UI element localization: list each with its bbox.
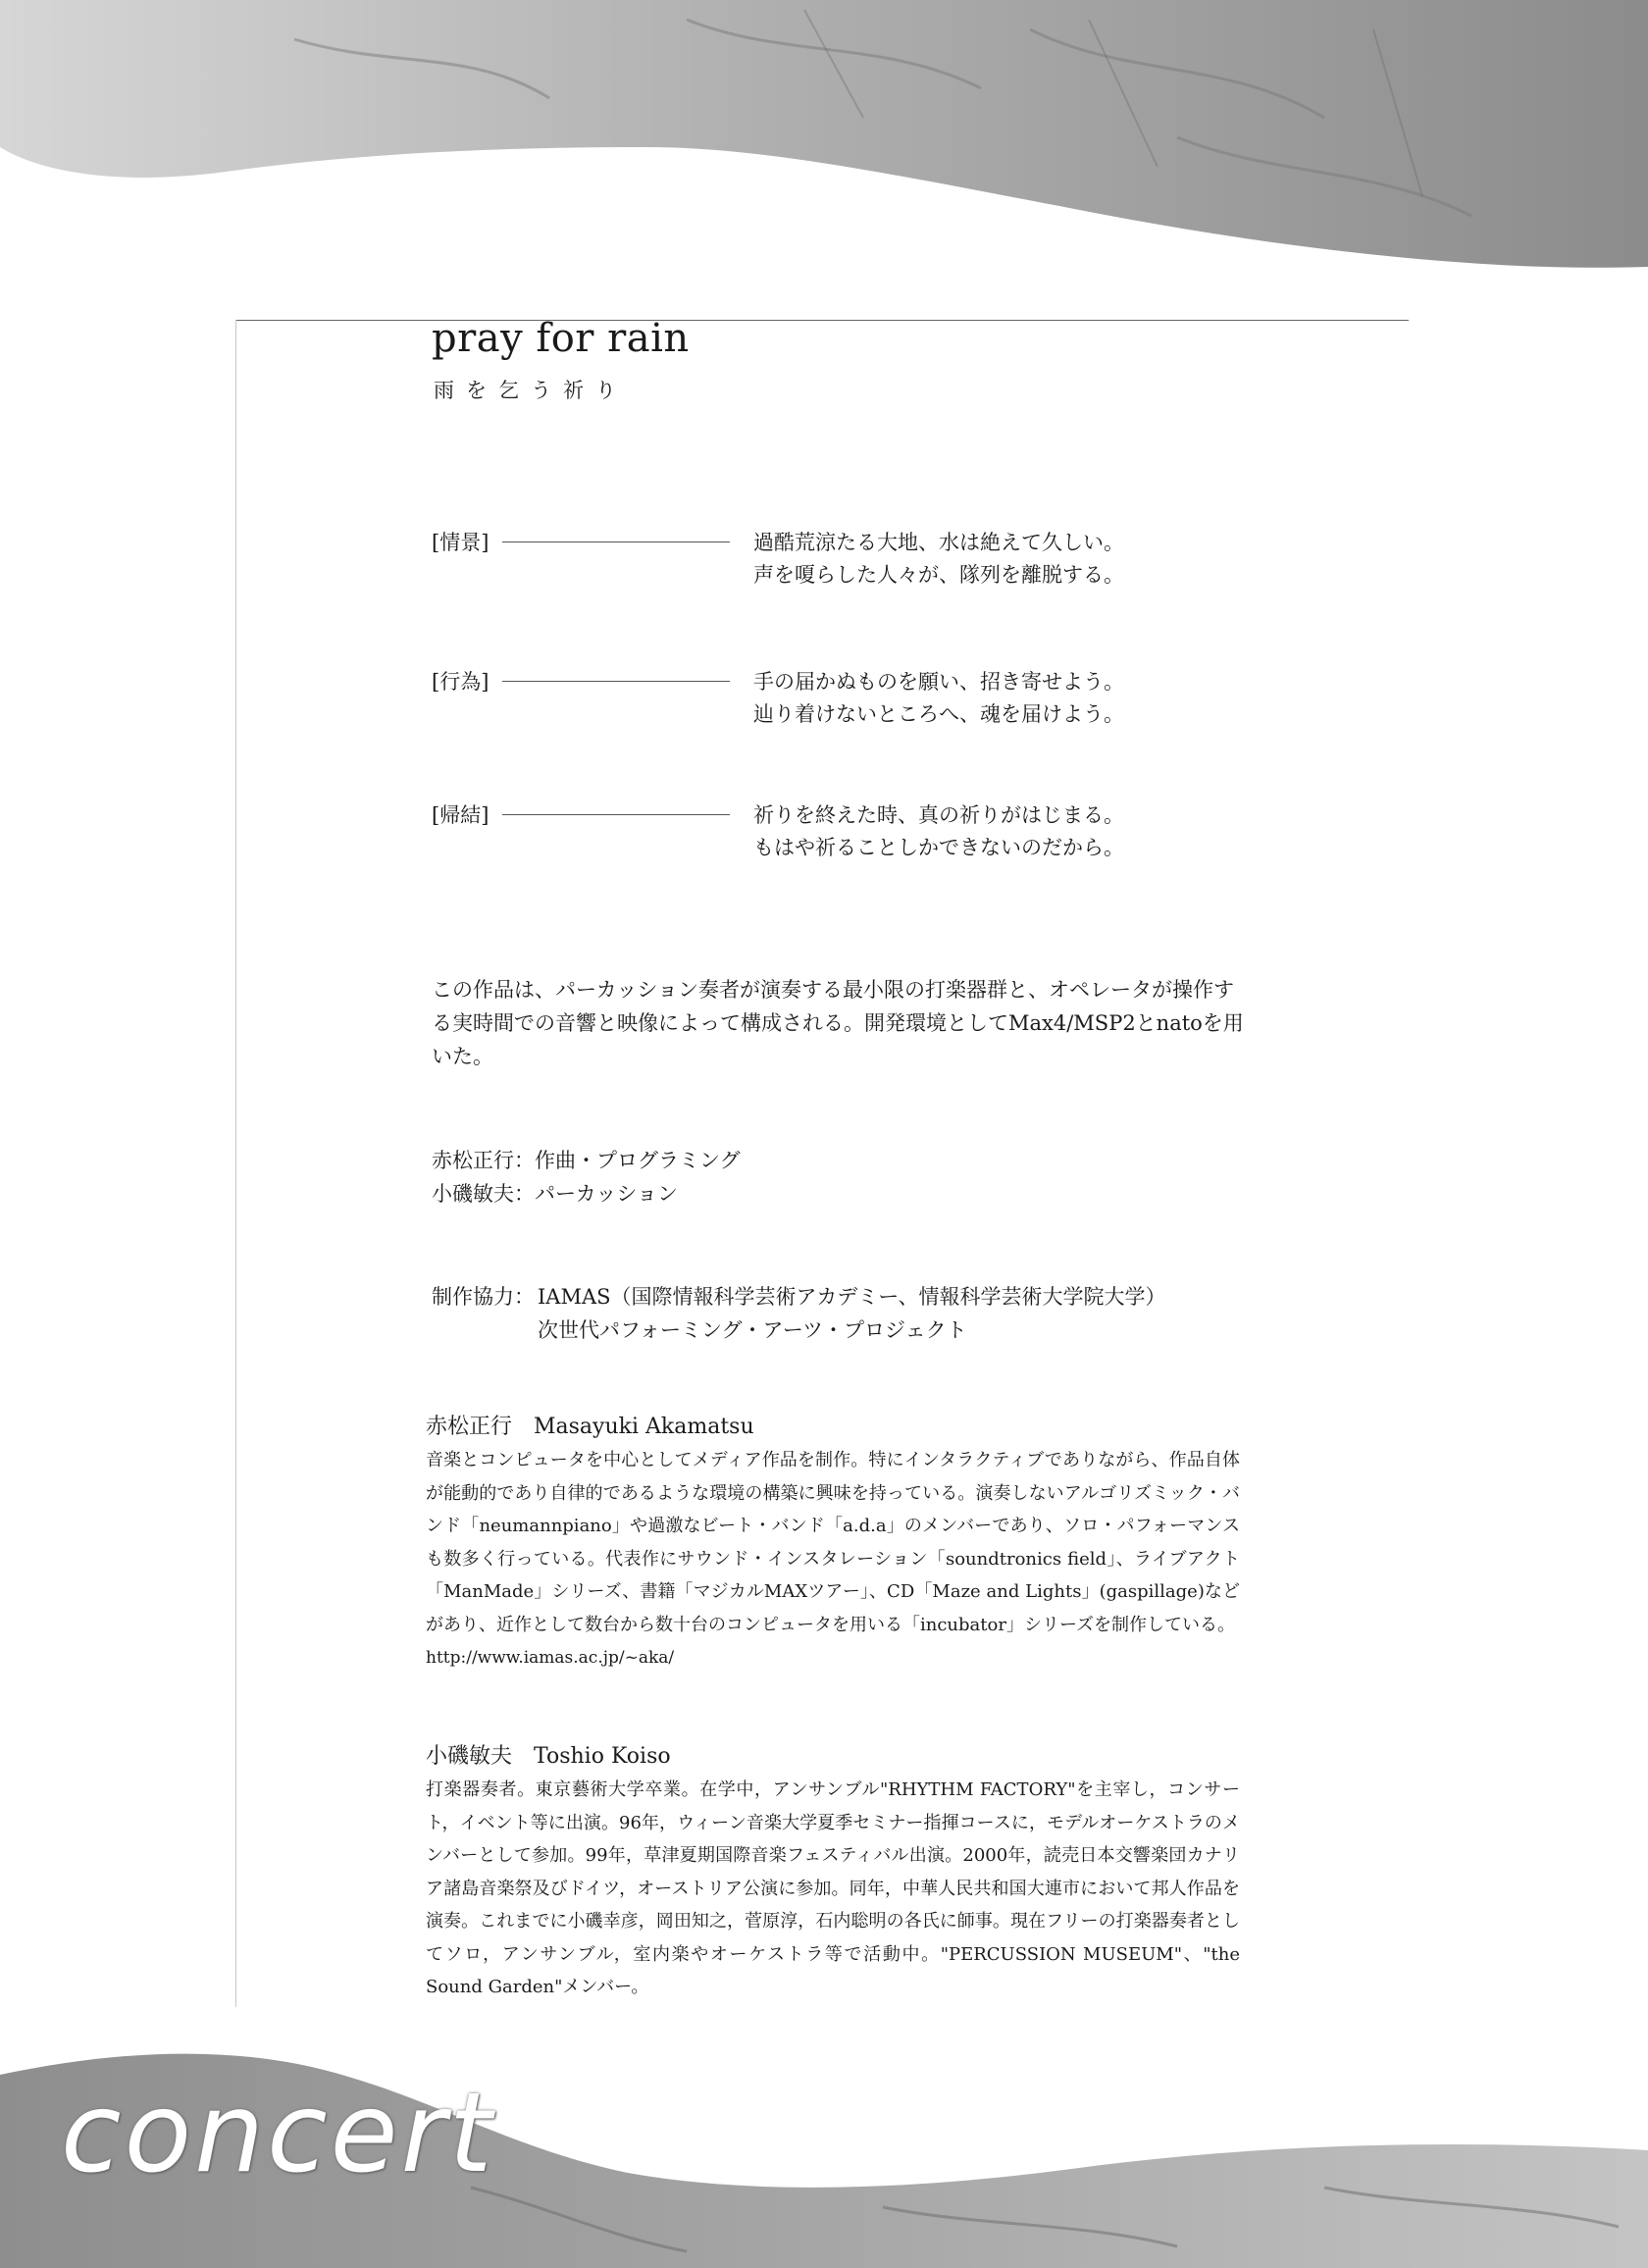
concert-label: concert — [61, 2070, 495, 2197]
bio-koiso — [426, 1740, 1240, 2004]
production-cooperation — [432, 1280, 1165, 1347]
section-scene — [432, 527, 1177, 605]
section-line: 過酷荒涼たる大地、水は絶えて久しい。 — [753, 531, 1124, 554]
frame-top-rule — [235, 320, 1409, 321]
credit-line: 赤松正行：作曲・プログラミング — [432, 1149, 741, 1172]
section-divider — [502, 814, 730, 815]
cooperation-label: 制作協力： — [432, 1285, 535, 1309]
credit-line: 小磯敏夫：パーカッション — [432, 1182, 678, 1206]
cooperation-line: IAMAS（国際情報科学芸術アカデミー、情報科学芸術大学院大学） — [538, 1285, 1166, 1309]
frame-left-rule — [235, 320, 236, 2007]
top-wave-decoration — [0, 0, 1648, 294]
section-label: [帰結] — [432, 803, 489, 827]
work-description: この作品は、パーカッション奏者が演奏する最小限の打楽器群と、オペレータが操作する実時間での音響と映像によって構成される。開発環境としてMax4/MSP2とnatoを用いた。 — [432, 978, 1244, 1068]
section-divider — [502, 681, 730, 682]
bio-akamatsu — [426, 1411, 1240, 1675]
page-title: pray for rain — [432, 316, 690, 361]
section-label: [行為] — [432, 670, 489, 694]
bio-url[interactable]: http://www.iamas.ac.jp/~aka/ — [426, 1648, 675, 1668]
bio-name: 小磯敏夫 Toshio Koiso — [426, 1744, 671, 1769]
bio-text: 打楽器奏者。東京藝術大学卒業。在学中，アンサンブル"RHYTHM FACTORY"を主宰し，コンサート，イベント等に出演。96年，ウィーン音楽大学夏季セミナー指揮コースに，モデルオーケストラのメンバーとして参加。99年，草津夏期国際音楽フェスティバル出演。2000年，読売日本交響楽団カナリア諸島音楽祭及びドイツ，オーストリア公演に参加。同年，中華人民共和国大連市において邦人作品を演奏。これまでに小磯幸彦，岡田知之，菅原淳，石内聡明の各氏に師事。現在フリーの打楽器奏者としてソロ，アンサンブル，室内楽やオーケストラ等で活動中。"PERCUSSION MUSEUM"、"the Sound Garden"メンバー。 — [426, 1779, 1240, 1997]
cooperation-line: 次世代パフォーミング・アーツ・プロジェクト — [538, 1318, 967, 1342]
bio-text: 音楽とコンピュータを中心としてメディア作品を制作。特にインタラクティブでありながら、作品自体が能動的であり自律的であるような環境の構築に興味を持っている。演奏しないアルゴリズミック・バンド「neumannpiano」や過激なビート・バンド「a.d.a」のメンバーであり、ソロ・パフォーマンスも数多く行っている。代表作にサウンド・インスタレーション「soundtronics field」、ライブアクト「ManMade」シリーズ、書籍「マジカルMAXツアー」、CD「Maze and Lights」(gaspillage)などがあり、近作として数台から数十台のコンピュータを用いる「incubator」シリーズを制作している。 — [426, 1450, 1240, 1635]
section-divider — [502, 541, 730, 542]
bio-name: 赤松正行 Masayuki Akamatsu — [426, 1415, 754, 1439]
section-line: 声を嗄らした人々が、隊列を離脱する。 — [753, 563, 1124, 587]
section-label: [情景] — [432, 531, 489, 554]
page-subtitle: 雨を乞う祈り — [434, 379, 628, 402]
section-line: 辿り着けないところへ、魂を届けよう。 — [753, 702, 1124, 726]
credits — [432, 1144, 741, 1211]
section-line: 祈りを終えた時、真の祈りがはじまる。 — [753, 803, 1124, 827]
section-line: 手の届かぬものを願い、招き寄せよう。 — [753, 670, 1124, 694]
section-action — [432, 666, 1177, 745]
section-line: もはや祈ることしかできないのだから。 — [753, 836, 1124, 859]
section-conclusion — [432, 799, 1177, 878]
